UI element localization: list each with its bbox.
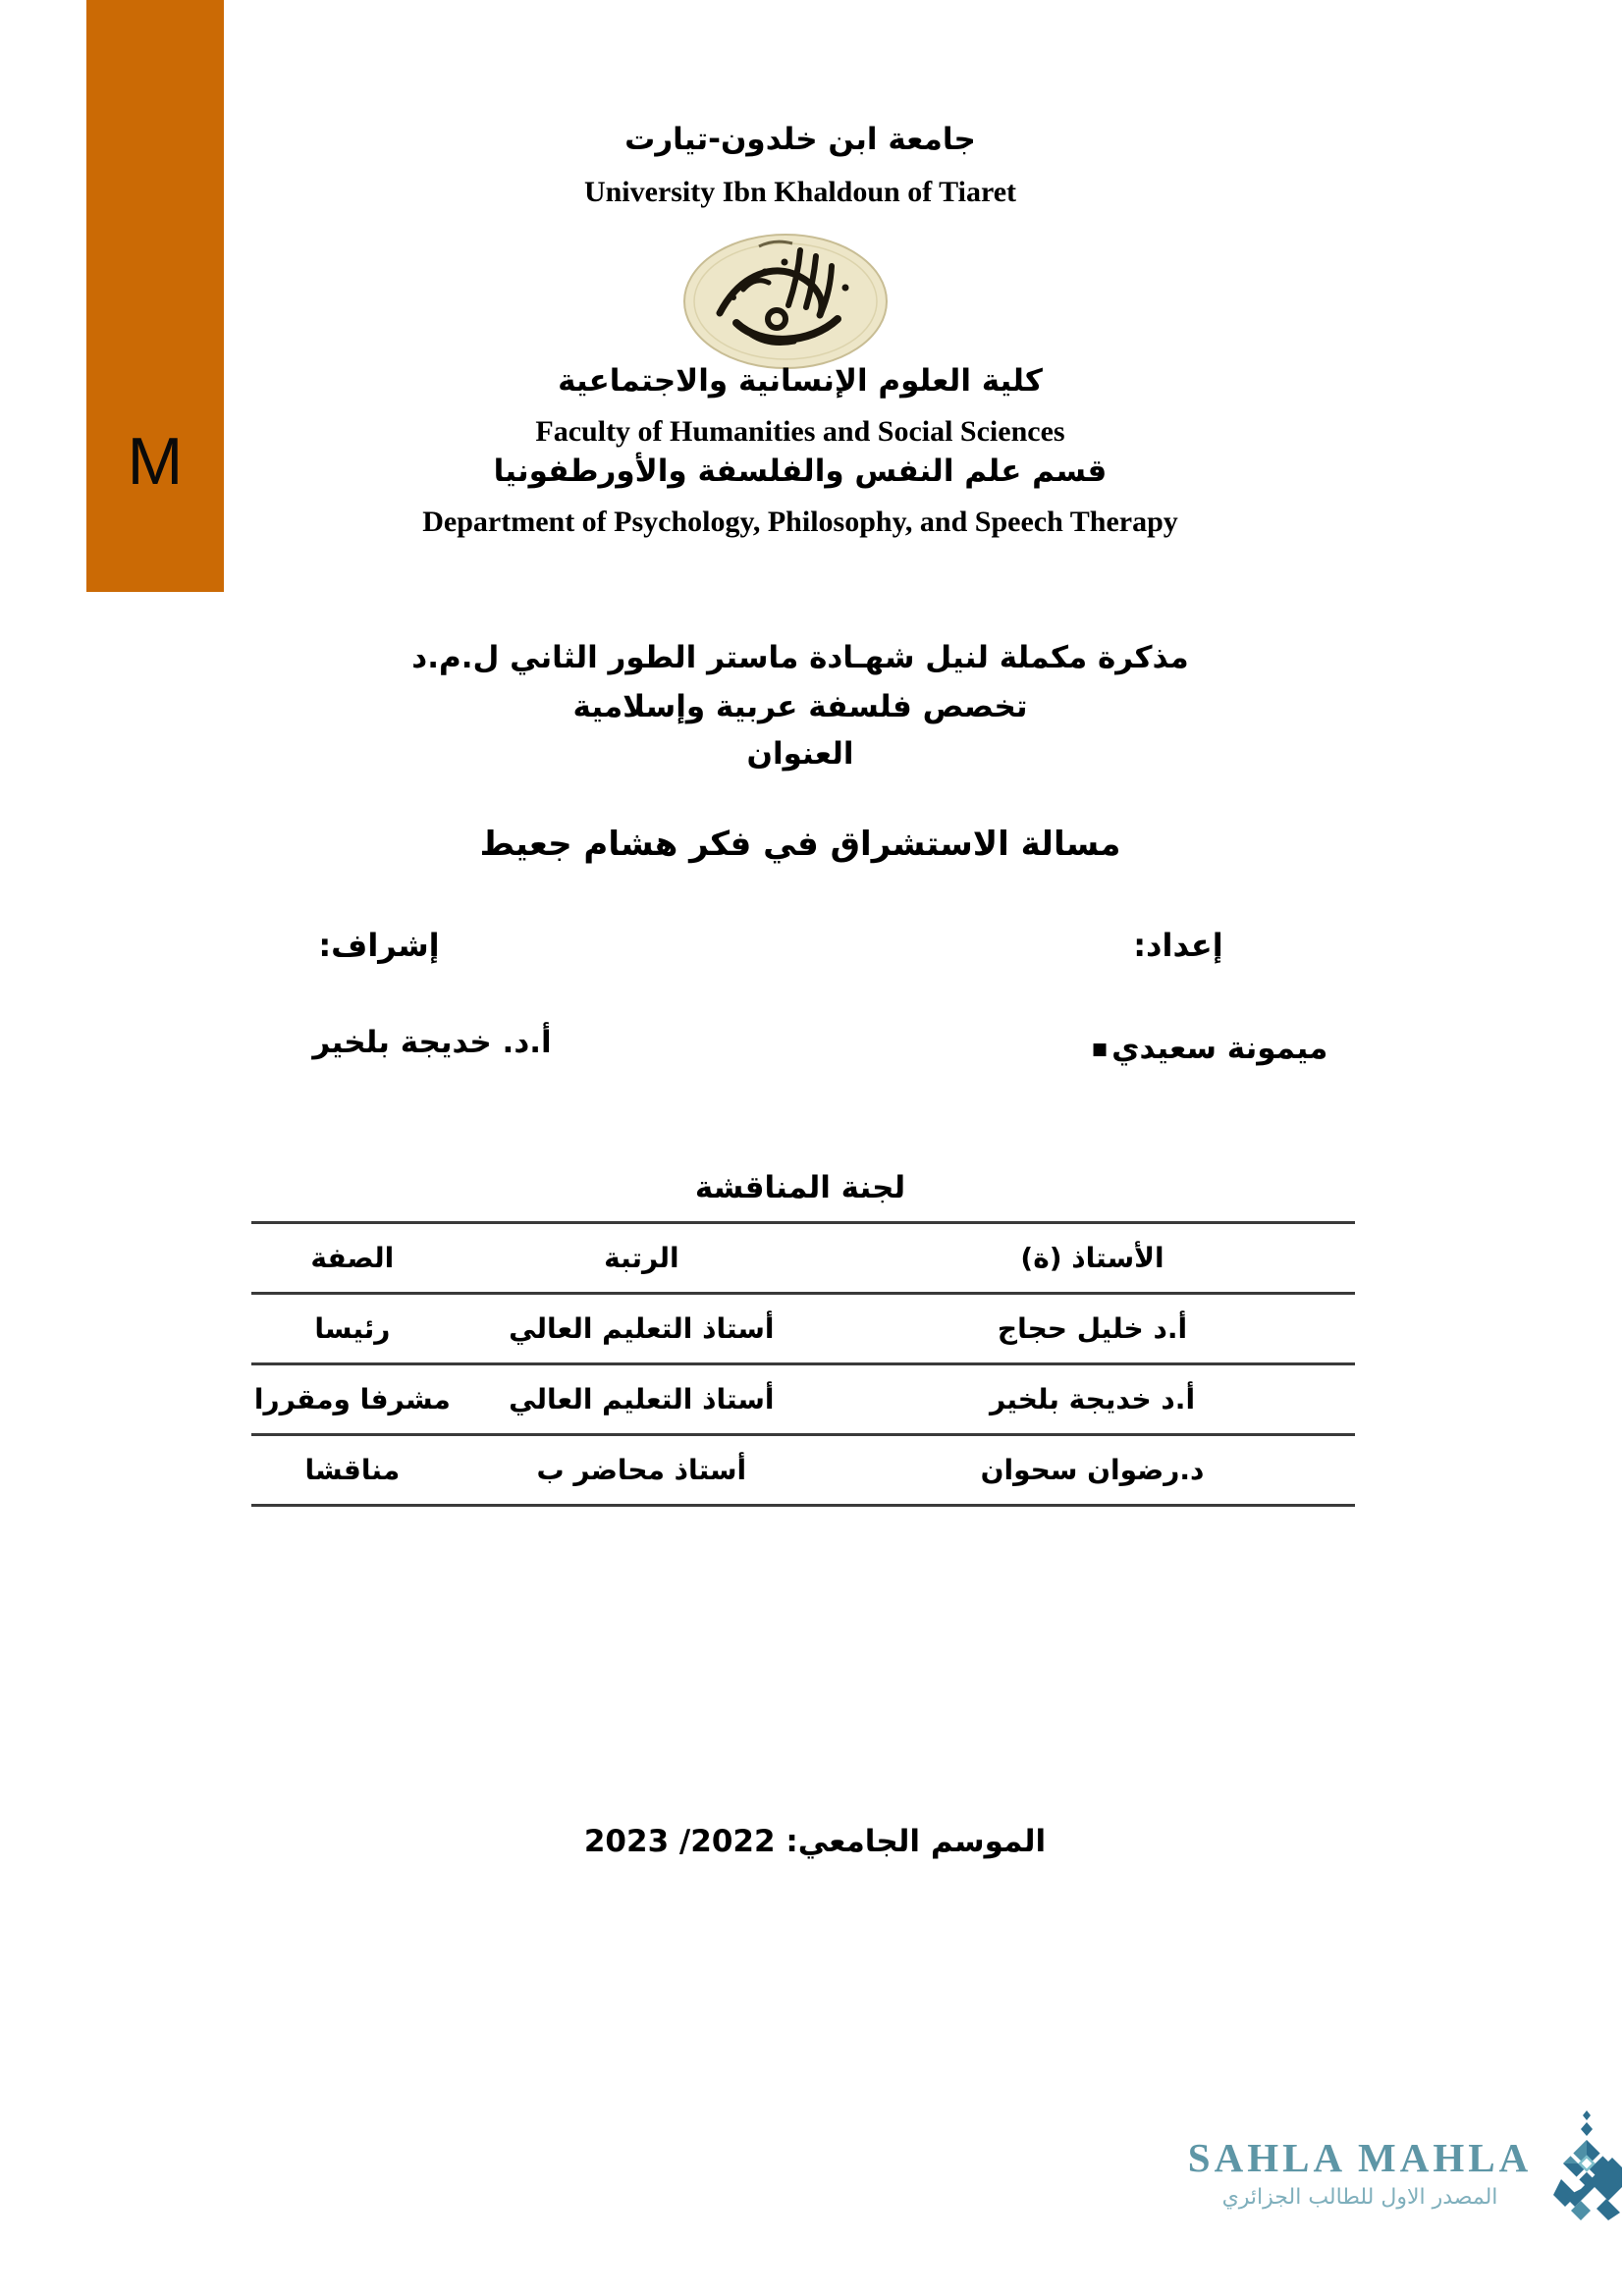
sahla-mahla-tagline: المصدر الاول للطالب الجزائري (1221, 2185, 1498, 2210)
sahla-mahla-kufic-emblem-icon (1551, 2110, 1622, 2220)
professor-cell: أ.د خديجة بلخير (830, 1364, 1355, 1435)
department-name-arabic: قسم علم النفس والفلسفة والأورطفونيا (493, 454, 1108, 489)
sahla-mahla-brand: SAHLA MAHLA (1187, 2135, 1533, 2180)
academic-year: الموسم الجامعي: 2022/ 2023 (583, 1824, 1047, 1859)
committee-header-row (251, 1223, 1355, 1294)
supervised-by-label: إشراف: (318, 927, 440, 964)
department-name-english: Department of Psychology, Philosophy, and Speech Therapy (422, 506, 1178, 538)
committee-row (251, 1435, 1355, 1506)
column-header-professor: الأستاذ (ة) (830, 1223, 1355, 1294)
rank-cell: أستاذ التعليم العالي (454, 1294, 830, 1364)
role-cell: مناقشا (251, 1435, 454, 1506)
university-seal-icon (682, 233, 889, 370)
role-cell: مشرفا ومقررا (251, 1364, 454, 1435)
square-bullet-icon: ■ (1092, 1040, 1109, 1060)
thesis-specialty-line: تخصص فلسفة عربية وإسلامية (572, 689, 1028, 724)
student-name-line (1092, 1029, 1327, 1070)
faculty-name-english: Faculty of Humanities and Social Sciences (535, 415, 1065, 448)
m-marker-letter: M (127, 424, 184, 499)
column-header-rank: الرتبة (454, 1223, 830, 1294)
committee-row (251, 1364, 1355, 1435)
prepared-by-label: إعداد: (1133, 927, 1223, 964)
university-name-arabic: جامعة ابن خلدون-تيارت (624, 122, 976, 157)
supervisor-name: أ.د. خديجة بلخير (312, 1025, 552, 1060)
student-name: ميمونة سعيدي (1111, 1031, 1328, 1066)
committee-table (251, 1221, 1355, 1507)
thesis-title: مسالة الاستشراق في فكر هشام جعيط (479, 825, 1121, 864)
professor-cell: أ.د خليل حجاج (830, 1294, 1355, 1364)
role-cell: رئيسا (251, 1294, 454, 1364)
committee-heading: لجنة المناقشة (694, 1170, 906, 1205)
thesis-title-label: العنوان (746, 736, 854, 772)
committee-row (251, 1294, 1355, 1364)
rank-cell: أستاذ التعليم العالي (454, 1364, 830, 1435)
university-name-english: University Ibn Khaldoun of Tiaret (583, 176, 1017, 208)
professor-cell: د.رضوان سحوان (830, 1435, 1355, 1506)
faculty-name-arabic: كلية العلوم الإنسانية والاجتماعية (558, 363, 1043, 399)
column-header-role: الصفة (251, 1223, 454, 1294)
rank-cell: أستاذ محاضر ب (454, 1435, 830, 1506)
thesis-degree-line: مذكرة مكملة لنيل شهـادة ماستر الطور الثاني ل.م.د (411, 640, 1189, 675)
